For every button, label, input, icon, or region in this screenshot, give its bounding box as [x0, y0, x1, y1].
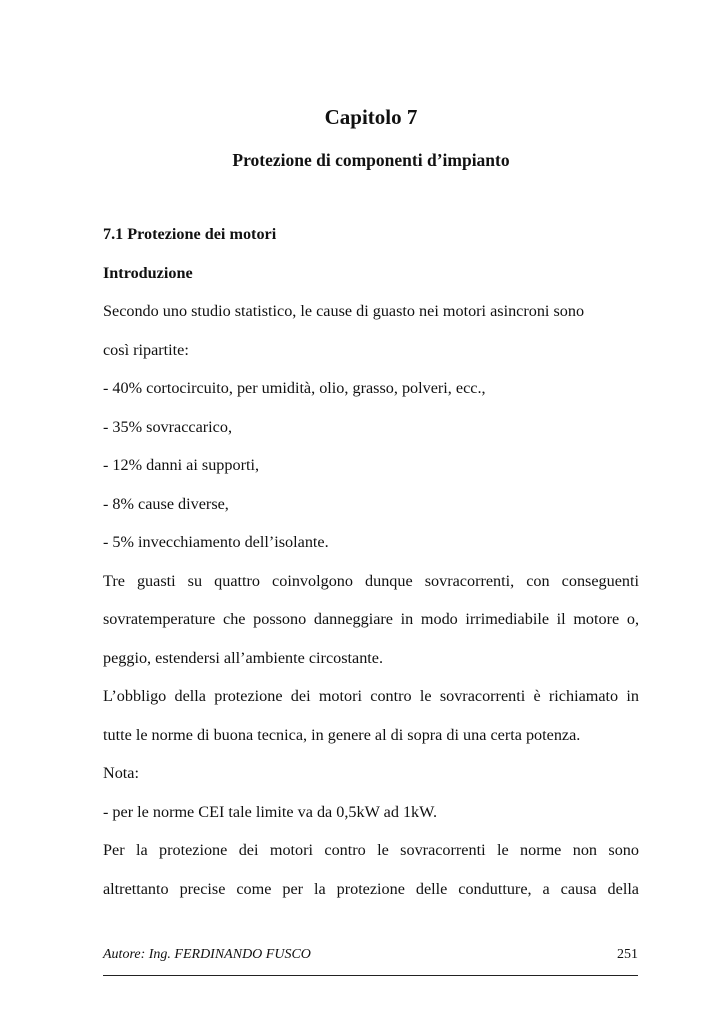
section-heading: 7.1 Protezione dei motori	[103, 225, 277, 243]
list-item: - 40% cortocircuito, per umidità, olio, grasso, polveri, ecc.,	[103, 379, 486, 397]
body-line: altrettanto precise come per la protezione delle condutture, a causa della	[103, 880, 639, 898]
list-item: - per le norme CEI tale limite va da 0,5kW ad 1kW.	[103, 803, 437, 821]
list-item: - 12% danni ai supporti,	[103, 456, 260, 474]
list-item: - 35% sovraccarico,	[103, 418, 232, 436]
body-line: peggio, estendersi all’ambiente circostante.	[103, 649, 384, 667]
list-item: - 5% invecchiamento dell’isolante.	[103, 533, 329, 551]
body-line: sovratemperature che possono danneggiare in modo irrimediabile il motore o,	[103, 610, 639, 628]
body-line: Secondo uno studio statistico, le cause di guasto nei motori asincroni sono	[103, 302, 585, 320]
body-line: Per la protezione dei motori contro le sovracorrenti le norme non sono	[103, 841, 639, 859]
note-label: Nota:	[103, 764, 139, 782]
subsection-heading: Introduzione	[103, 264, 193, 282]
chapter-subtitle: Protezione di componenti d’impianto	[232, 150, 510, 170]
footer-divider	[103, 975, 638, 976]
list-item: - 8% cause diverse,	[103, 495, 229, 513]
footer-author: Autore: Ing. FERDINANDO FUSCO	[103, 947, 311, 962]
page-number: 251	[617, 947, 638, 962]
body-line: Tre guasti su quattro coinvolgono dunque sovracorrenti, con conseguenti	[103, 572, 639, 590]
body-line: L’obbligo della protezione dei motori contro le sovracorrenti è richiamato in	[103, 687, 639, 705]
body-line: così ripartite:	[103, 341, 189, 359]
chapter-title: Capitolo 7	[324, 105, 418, 129]
body-line: tutte le norme di buona tecnica, in genere al di sopra di una certa potenza.	[103, 726, 581, 744]
